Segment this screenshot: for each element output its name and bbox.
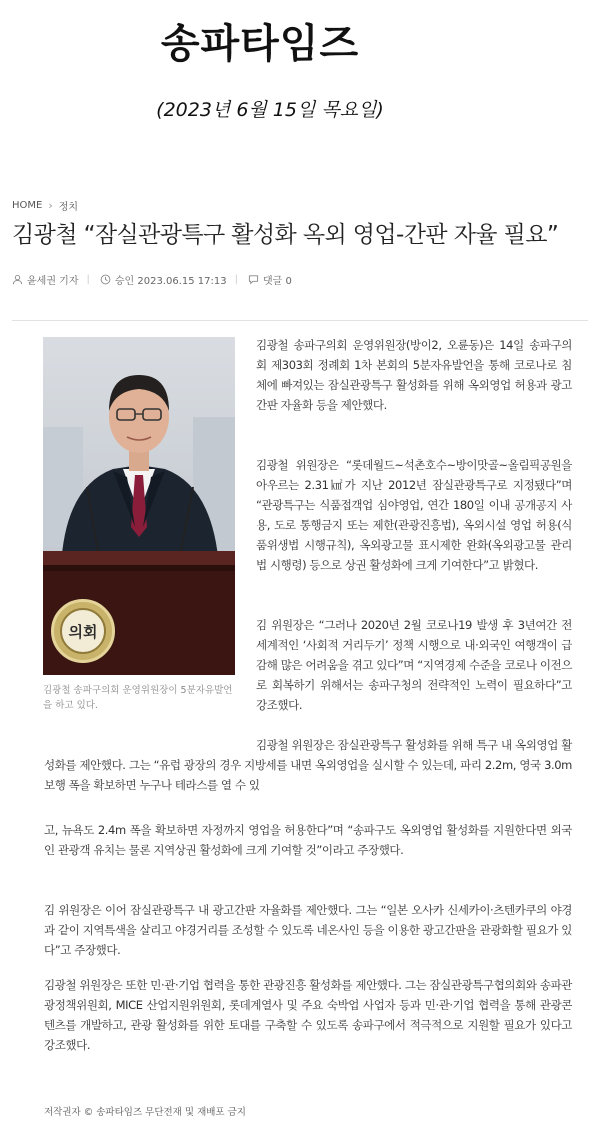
reporter-info[interactable] <box>12 272 78 287</box>
article-photo <box>43 337 235 675</box>
breadcrumb-section-link[interactable]: 정치 <box>58 202 79 213</box>
article-paragraph-continued: 고, 뉴욕도 2.4m 폭을 확보하면 자정까지 영업을 허용한다”며 “송파구도 옥외영업 활성화를 지원한다면 외국인 관광객 유치는 물론 지역상권 활성화에 크게 기여할 것”이라고 주장했다. <box>44 823 572 857</box>
meta-divider: | <box>234 274 238 285</box>
comments-link[interactable] <box>248 272 292 287</box>
header-divider <box>12 320 588 321</box>
publication-date: (2023년 6월 15일 목요일) <box>156 99 384 121</box>
article-paragraph: 김광철 위원장은 “롯데월드~석촌호수~방이맛골~올림픽공원을 아우르는 2.31㎢가 지난 2012년 잠실관광특구로 지정됐다”며 “관광특구는 식품접객업 심야영업, 연간 180일 이내 공개공지 사용, 도로 통행금지 또는 제한(관광진흥법), 옥외시설 영업 허용(식품위생법 시행규칙), 옥외광고물 표시제한 완화(옥외광고물 관리법 시행령) 등으로 상권 활성화에 크게 기여한다”고 밝혔다. <box>256 458 572 572</box>
article-paragraph: 김 위원장은 이어 잠실관광특구 내 광고간판 자율화를 제안했다. 그는 “일본 오사카 신세카이·츠텐카쿠의 야경과 같이 지역특색을 살리고 야경거리를 조성할 수 있도록 네온사인 등을 이용한 광고간판을 관광화할 필요가 있다”고 주장했다. <box>44 903 572 957</box>
comment-count: 댓글 0 <box>263 276 292 287</box>
copyright-notice: 저작권자 © 송파타임즈 무단전재 및 재배포 금지 <box>44 1107 246 1118</box>
chevron-right-icon: › <box>48 199 53 212</box>
article-meta <box>12 272 300 287</box>
article-paragraph: 김 위원장은 “그러나 2020년 2월 코로나19 발생 후 3년여간 전 세계적인 ‘사회적 거리두기’ 정책 시행으로 내·외국인 여행객이 급감해 많은 어려움을 겪고 있다”며 “지역경제 수준을 코로나 이전으로 회복하기 위해서는 송파구청의 전략적인 노력이 필요하다”고 강조했다. <box>256 618 572 712</box>
breadcrumb <box>12 198 78 213</box>
meta-divider: | <box>86 274 90 285</box>
approved-info <box>100 272 227 287</box>
comment-icon <box>248 274 259 285</box>
emblem-text: 의회 <box>68 622 98 641</box>
article-paragraph: 김광철 위원장은 또한 민·관·기업 협력을 통한 관광진흥 활성화를 제안했다. 그는 잠실관광특구협의회와 송파관광정책위원회, MICE 산업지원위원회, 롯데계열사 및 주요 숙박업 사업자 등과 민·관·기업 협력을 통해 관광콘텐츠를 개발하고, 관광 활성화를 위한 토대를 구축할 수 있도록 송파구에서 적극적으로 지원할 필요가 있다고 강조했다. <box>44 978 572 1052</box>
photo-caption: 김광철 송파구의회 운영위원장이 5분자유발언을 하고 있다. <box>43 685 233 711</box>
article-paragraph: 김광철 송파구의회 운영위원장(방이2, 오륜동)은 14일 송파구의회 제303회 정례회 1차 본회의 5분자유발언을 통해 코로나로 침체에 빠져있는 잠실관광특구 활성화를 위해 옥외영업 허용과 광고간판 자율화 등을 제안했다. <box>256 338 572 412</box>
reporter-name: 윤세권 기자 <box>27 276 79 287</box>
clock-icon <box>100 274 111 285</box>
approved-datetime: 승인 2023.06.15 17:13 <box>114 276 227 287</box>
article-paragraph: 김광철 위원장은 잠실관광특구 활성화를 위해 특구 내 옥외영업 활성화를 제안했다. 그는 “유럽 광장의 경우 지방세를 내면 옥외영업을 실시할 수 있는데, 파리 2.2m, 영국 3.0m 보행 폭을 확보하면 누구나 테라스를 열 수 있 <box>44 738 572 792</box>
article-headline: 김광철 “잠실관광특구 활성화 옥외 영업-간판 자율 필요” <box>12 222 559 248</box>
user-icon <box>12 274 23 285</box>
council-emblem <box>51 599 115 663</box>
masthead-title: 송파타임즈 <box>160 21 360 67</box>
breadcrumb-home-link[interactable]: HOME <box>12 200 43 211</box>
